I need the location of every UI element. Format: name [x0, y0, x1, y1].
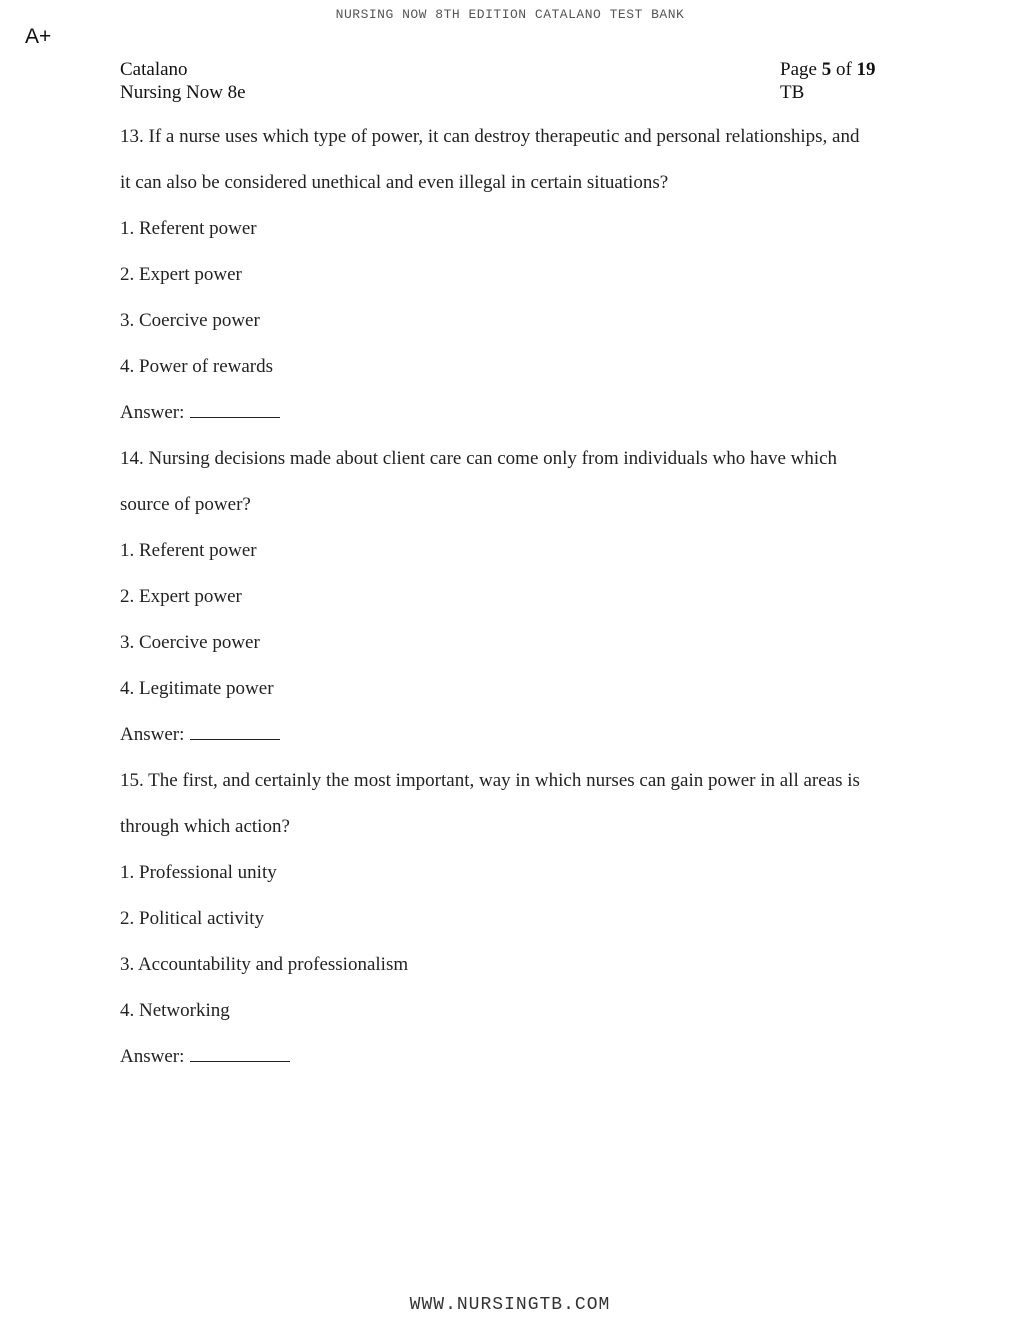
- grade-mark: A+: [25, 25, 52, 48]
- question-13: [120, 114, 910, 436]
- answer-label: Answer:: [120, 724, 185, 745]
- page-total: 19: [856, 59, 876, 80]
- question-stem-line2: through which action?: [120, 816, 290, 837]
- option-1: 1. Professional unity: [120, 862, 277, 883]
- page-of: of: [835, 59, 852, 80]
- answer-row: [120, 1034, 910, 1080]
- question-stem-line1: 13. If a nurse uses which type of power, it can destroy therapeutic and personal relationships, and: [120, 126, 860, 147]
- option-4: 4. Legitimate power: [120, 678, 274, 699]
- option-1: 1. Referent power: [120, 218, 257, 239]
- page-current: 5: [821, 59, 832, 80]
- answer-blank[interactable]: [190, 399, 280, 418]
- header-author: Catalano: [120, 59, 188, 80]
- question-15: [120, 758, 910, 1080]
- page-indicator: [780, 58, 876, 81]
- question-14: [120, 436, 910, 758]
- answer-label: Answer:: [120, 1046, 185, 1067]
- option-3: 3. Accountability and professionalism: [120, 954, 409, 975]
- question-content: [120, 114, 910, 1080]
- option-2: 2. Expert power: [120, 586, 242, 607]
- option-3: 3. Coercive power: [120, 310, 260, 331]
- answer-blank[interactable]: [190, 721, 280, 740]
- answer-blank[interactable]: [190, 1043, 290, 1062]
- question-stem-line1: 15. The first, and certainly the most important, way in which nurses can gain power in all areas is: [120, 770, 860, 791]
- question-stem-line2: source of power?: [120, 494, 251, 515]
- option-2: 2. Political activity: [120, 908, 265, 929]
- page-word: Page: [780, 59, 817, 80]
- option-2: 2. Expert power: [120, 264, 242, 285]
- option-4: 4. Power of rewards: [120, 356, 274, 377]
- header-right: [780, 58, 876, 104]
- header-left: [120, 58, 246, 104]
- option-1: 1. Referent power: [120, 540, 257, 561]
- question-stem-line2: it can also be considered unethical and even illegal in certain situations?: [120, 172, 669, 193]
- option-4: 4. Networking: [120, 1000, 230, 1021]
- header-tag: TB: [780, 82, 805, 103]
- option-3: 3. Coercive power: [120, 632, 260, 653]
- header-book: Nursing Now 8e: [120, 82, 246, 103]
- question-stem-line1: 14. Nursing decisions made about client care can come only from individuals who have which: [120, 448, 838, 469]
- top-banner: NURSING NOW 8TH EDITION CATALANO TEST BANK: [335, 7, 685, 22]
- answer-row: [120, 712, 910, 758]
- answer-row: [120, 390, 910, 436]
- answer-label: Answer:: [120, 402, 185, 423]
- footer-url: WWW.NURSINGTB.COM: [409, 1295, 611, 1315]
